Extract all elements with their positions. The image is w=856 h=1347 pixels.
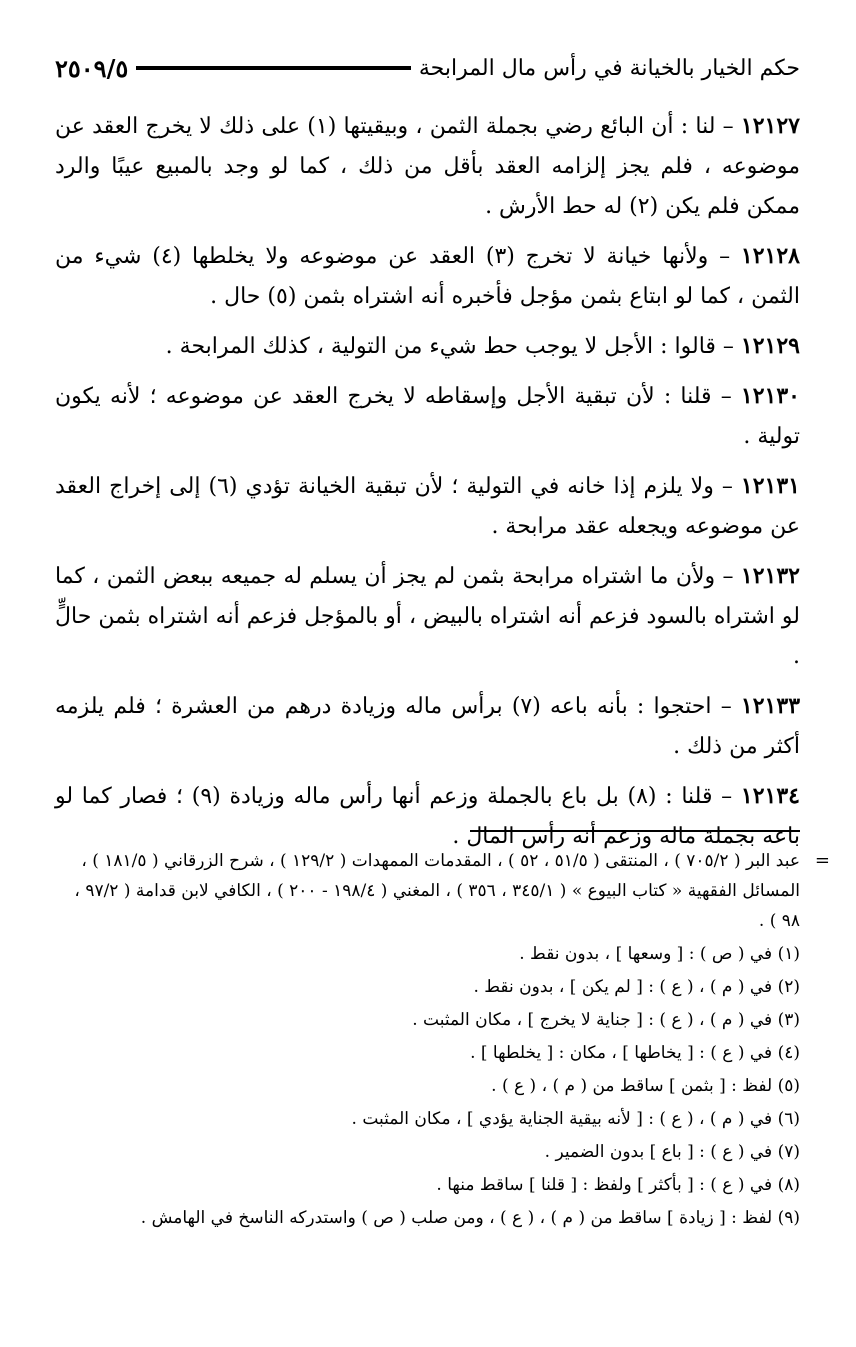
footnote: (٧) في ( ع ) : [ باع ] بدون الضمير .: [544, 1142, 800, 1162]
paragraph: [55, 686, 800, 767]
paragraph-number: ١٢١٢٧: [740, 113, 800, 139]
footnote-continuation-text: عبد البر ( ٧٠٥/٢ ) ، المنتقى ( ٥١/٥ ، ٥٢ ) ، المقدمات الممهدات ( ١٢٩/٢ ) ، شرح الزرقاني ( ١٨١/٥ ) ، المسائل الفقهية « كتاب البيوع » ( ٣٤٥/١ ، ٣٥٦ ) ، المغني ( ١٩٨/٤ - ٢٠٠ ) ، الكافي لابن قدامة ( ٩٧/٢ ، ٩٨ ) .: [74, 851, 800, 931]
paragraph-number: ١٢١٢٨: [740, 243, 800, 269]
footnote: (١) في ( ص ) : [ وسعها ] ، بدون نقط .: [519, 944, 800, 964]
paragraph: [55, 106, 800, 227]
footnote: (٩) لفظ : [ زيادة ] ساقط من ( م ) ، ( ع ) ، ومن صلب ( ص ) واستدركه الناسخ في الهامش .: [140, 1208, 800, 1228]
paragraph: [55, 376, 800, 457]
paragraph-text: – ولا يلزم إذا خانه في التولية ؛ لأن تبقية الخيانة تؤدي (٦) إلى إخراج العقد عن موضوعه ويجعله عقد مرابحة .: [55, 474, 800, 539]
paragraph-number: ١٢١٣٢: [740, 563, 800, 589]
paragraph-number: ١٢١٣٣: [740, 693, 801, 719]
footnote: (٢) في ( م ) ، ( ع ) : [ لم يكن ] ، بدون نقط .: [473, 977, 800, 997]
page-header: [55, 50, 800, 86]
footnote: (٨) في ( ع ) : [ بأكثر ] ولفظ : [ قلنا ] ساقط منها .: [436, 1175, 800, 1195]
paragraph-text: – ولأن ما اشتراه مرابحة بثمن لم يجز أن يسلم له جميعه ببعض الثمن ، كما لو اشتراه بالسود فزعم أنه اشتراه بالبيض ، أو بالمؤجل فزعم أنه اشتراه بثمن حالٍّ .: [55, 564, 800, 669]
paragraph-number: ١٢١٢٩: [740, 333, 800, 359]
continuation-marker: =: [814, 850, 830, 871]
paragraph-number: ١٢١٣٠: [740, 383, 800, 409]
page-number: ٢٥٠٩/٥: [55, 53, 129, 83]
paragraph-text: – قلنا : (٨) بل باع بالجملة وزعم أنها رأس ماله وزيادة (٩) ؛ فصار كما لو باعه بجملة ماله وزعم أنه رأس المال .: [55, 784, 800, 849]
paragraph: [55, 556, 800, 677]
footnote: (٤) في ( ع ) : [ يخاطها ] ، مكان : [ يخلطها ] .: [470, 1043, 800, 1063]
footnote: (٥) لفظ : [ بثمن ] ساقط من ( م ) ، ( ع ) .: [491, 1076, 800, 1096]
paragraph: [55, 776, 800, 857]
footnotes: [55, 846, 830, 1236]
paragraph-text: – احتجوا : بأنه باعه (٧) برأس ماله وزيادة درهم من العشرة ؛ فلم يلزمه أكثر من ذلك .: [55, 694, 800, 759]
paragraph-text: – ولأنها خيانة لا تخرج (٣) العقد عن موضوعه ولا يخلطها (٤) شيء من الثمن ، كما لو ابتاع بثمن مؤجل فأخبره أنه اشتراه بثمن (٥) حال .: [55, 244, 800, 309]
paragraph-text: – قلنا : لأن تبقية الأجل وإسقاطه لا يخرج العقد عن موضوعه ؛ لأنه يكون تولية .: [55, 384, 800, 449]
main-text: [55, 106, 800, 866]
running-title: حكم الخيار بالخيانة في رأس مال المرابحة: [418, 55, 800, 81]
paragraph-number: ١٢١٣١: [740, 473, 800, 499]
paragraph: [55, 326, 800, 367]
paragraph-text: – لنا : أن البائع رضي بجملة الثمن ، وبيقيتها (١) على ذلك لا يخرج العقد عن موضوعه ، فلم يجز إلزامه العقد بأقل من ذلك ، كما لو وجد بالمبيع عيبًا والرد ممكن فلم يكن (٢) له حط الأرش .: [55, 114, 800, 219]
paragraph-text: – قالوا : الأجل لا يوجب حط شيء من التولية ، كذلك المرابحة .: [165, 334, 734, 359]
header-rule: [136, 66, 411, 70]
footnote-separator: [470, 830, 800, 832]
paragraph-number: ١٢١٣٤: [740, 783, 800, 809]
paragraph: [55, 466, 800, 547]
footnote-continuation: [55, 846, 830, 936]
paragraph: [55, 236, 800, 317]
footnote: (٣) في ( م ) ، ( ع ) : [ جناية لا يخرج ] ، مكان المثبت .: [412, 1010, 800, 1030]
footnote: (٦) في ( م ) ، ( ع ) : [ لأنه بيقية الجناية يؤدي ] ، مكان المثبت .: [351, 1109, 800, 1129]
